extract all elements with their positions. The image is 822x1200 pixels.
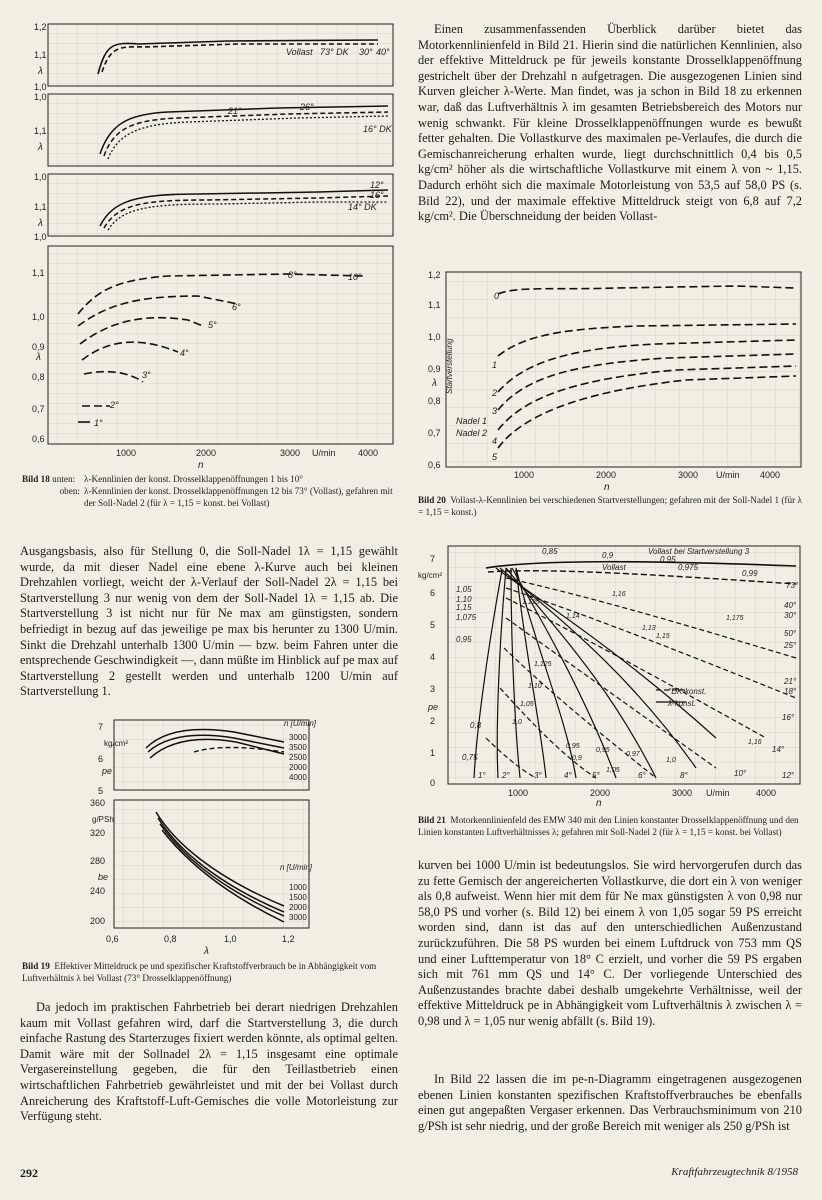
svg-text:n [U/min]: n [U/min]: [280, 863, 313, 872]
paragraph-col1-bottom: Da jedoch im praktischen Fahrbetrieb bei derart niedrigen Drehzahlen kaum mit Vollast gefahren wird, darf die Startverstellung 3, die durch einfache Rastung des Starterzuges fixiert werden könnte, als optimal gelten. Damit wäre mit der Sollnadel 2λ = 1,15 insgesamt eine optimale Vergasereinstellung gegeben, die für den Teillastbetrieb einen wirtschaftlichen Fahrbetrieb gewährleistet und mit der bei Vollast durch Anreicherung des Kraftstoff-Luft-Gemisches die volle Motorleistung zur Verfügung steht.: [20, 1000, 398, 1124]
svg-text:4000: 4000: [358, 448, 379, 458]
paragraph-col2-bottom-1: kurven bei 1000 U/min ist bedeutungslos. Sie wird hervorgerufen durch das zu fette Gemisch der angereicherten Vollastkurve, die dort ein λ von weniger als 0,8 aufweist. Wenn hier mit dem für Ne max günstigsten λ von 0,98 nur 58,0 PS und vorher (s. Bild 12) bei einem λ von 1,05 sogar 59 PS erreicht worden sind, dann ist das auf den unterschiedlichen Außenzustand zurückzuführen. Die 58 PS wurden bei einem Luftdruck von 753 mm QS und einer Lufttemperatur von 18° C erzielt, und vorher die 59 PS ergaben sich mit 761 mm QS und 14° C. Der vorliegende Unterschied des Außenzustandes brachte dabei deshalb umgekehrte Verhältnisse, weil der effektive Mitteldruck pe in Abhängigkeit vom Luftverhältnis λ zwischen λ = 0,98 und λ = 1,05 nur wenig abfällt (s. Bild 19).: [418, 858, 802, 1028]
svg-text:3: 3: [430, 684, 436, 694]
svg-text:0,7: 0,7: [32, 404, 45, 414]
svg-text:Vollast bei Startverstellung 3: Vollast bei Startverstellung 3: [648, 547, 750, 556]
svg-text:be: be: [98, 872, 109, 882]
svg-text:1,1: 1,1: [34, 202, 47, 212]
paragraph-col2-bottom-2: In Bild 22 lassen die im pe-n-Diagramm eingetragenen ausgezogenen ebenen Linien konstanten spezifischen Kraftstoffverbrauches be ebenfalls einen gut angepaßten Vergaser erkennen. Das Verbrauchsminimum von 210 g/PSh ist sehr niedrig, und der große Bereich mit weniger als 250 g/PSh ist: [418, 1072, 802, 1133]
svg-text:kg/cm²: kg/cm²: [418, 571, 442, 580]
svg-text:7: 7: [430, 554, 436, 564]
svg-text:3000: 3000: [678, 470, 699, 480]
svg-text:2000: 2000: [596, 470, 617, 480]
svg-text:1,10: 1,10: [528, 683, 542, 690]
svg-text:0,8: 0,8: [32, 372, 45, 382]
svg-text:4°: 4°: [180, 348, 189, 358]
svg-text:2000: 2000: [289, 763, 307, 772]
svg-text:0,99: 0,99: [742, 569, 758, 578]
svg-text:1,16: 1,16: [612, 591, 626, 598]
paragraph-col1-mid: Ausgangsbasis, also für Stellung 0, die Soll-Nadel 1λ = 1,15 gewählt wurde, da mit dieser Nadel eine ebene λ-Kurve auch bei kleinen Drehzahlen vorliegt, weicht der λ-Verlauf der Soll-Nadel 2λ = 1,15 bei Startverstellung 3 nur wenig von dem der Soll-Nadel 1λ = 1,15 ab. Die Startverstellung 3 ist nicht nur für Ne max am günstigsten, sondern befriedigt in bezug auf das jeweilige pe max bis herunter zu 1300 U/min. Sinkt die Drehzahl unterhalb 1300 U/min — bzw. beim Fahren unter die entsprechende Geschwindigkeit —, dann müßte im Hinblick auf pe max auf Startverstellung 2 gestellt werden und unterhalb 1200 U/min auf Startverstellung 1.: [20, 544, 398, 699]
svg-text:1000: 1000: [289, 883, 307, 892]
svg-text:λ-konst.: λ-konst.: [668, 699, 696, 708]
svg-text:1,0: 1,0: [34, 82, 47, 92]
svg-text:λ: λ: [36, 352, 41, 363]
svg-text:3000: 3000: [289, 733, 307, 742]
svg-text:1,2: 1,2: [428, 270, 441, 280]
journal-footer: Kraftfahrzeugtechnik 8/1958: [671, 1166, 798, 1178]
svg-text:4000: 4000: [756, 788, 777, 798]
svg-text:0,85: 0,85: [542, 547, 558, 556]
svg-text:25°: 25°: [784, 641, 797, 650]
svg-text:pe: pe: [428, 702, 439, 712]
svg-text:5: 5: [430, 620, 436, 630]
svg-text:1,05: 1,05: [456, 585, 472, 594]
svg-text:0,8: 0,8: [428, 396, 441, 406]
svg-text:1,10: 1,10: [456, 595, 472, 604]
svg-text:12°: 12°: [782, 771, 795, 780]
svg-text:1,15: 1,15: [456, 603, 472, 612]
svg-text:Startverstellung: Startverstellung: [445, 338, 454, 394]
paragraph-col2-top: Einen zusammenfassenden Überblick darüber bietet das Motorkennlinienfeld in Bild 21. Hierin sind die natürlichen Kennlinien, also der effektive Mitteldruck pe für jeweils konstante Drosselklappenöffnung gestrichelt über der Drehzahl n aufgetragen. Die ausgezogenen Linien sind Kurven gleicher λ-Werte. Man findet, was ja schon in Bild 18 zu erkennen war, daß das Luftverhältnis λ im gesamten Betriebsbereich des Motors nur wenig schwankt. Für kleine Drosselklappenöffnungen wurde es bewußt fetter gehalten. Die Vollastkurve des maximalen pe-Verlaufes, die durch die Gemischanreicherung erhalten wurde, liegt durchschnittlich 0,4 bis 0,5 kg/cm² höher als die wirtschaftliche Vollastkurve mit einem λ von ~ 1,15. Dadurch erhöht sich die maximale Motorleistung von 53,5 auf 58,0 PS (s. Bild 22), und der maximale effektive Mitteldruck steigt von 6,8 auf 7,2 kg/cm². Die Überschneidung der beiden Vollast-: [418, 22, 802, 224]
svg-text:4000: 4000: [289, 773, 307, 782]
svg-text:1,0: 1,0: [34, 232, 47, 242]
svg-text:2: 2: [492, 388, 498, 398]
svg-text:3500: 3500: [289, 743, 307, 752]
svg-text:Vollast: Vollast: [602, 563, 626, 572]
svg-text:n: n: [596, 798, 602, 808]
svg-text:1,0: 1,0: [34, 92, 47, 102]
svg-text:40°: 40°: [784, 601, 797, 610]
svg-text:1,0: 1,0: [666, 757, 676, 764]
svg-text:30°: 30°: [359, 47, 373, 57]
svg-text:3°: 3°: [534, 771, 542, 780]
svg-text:1: 1: [430, 748, 436, 758]
svg-text:200: 200: [90, 916, 106, 926]
svg-text:0,9: 0,9: [572, 755, 582, 762]
svg-text:21°: 21°: [784, 677, 797, 686]
svg-text:0,97: 0,97: [626, 751, 640, 758]
fig18-panel-4: [32, 246, 393, 471]
fig19-caption: Bild 19 Effektiver Mitteldruck pe und spezifischer Kraftstoffverbrauch be in Abhängigkeit vom Luftverhältnis λ bei Vollast (73° Drosselklappenöffnung): [22, 961, 377, 983]
figure-19: [84, 712, 344, 957]
svg-text:kg/cm²: kg/cm²: [104, 739, 128, 748]
svg-text:3000: 3000: [289, 913, 307, 922]
svg-text:26°: 26°: [300, 102, 314, 112]
svg-text:1000: 1000: [508, 788, 529, 798]
svg-text:8°: 8°: [288, 270, 297, 280]
svg-text:2500: 2500: [289, 753, 307, 762]
svg-text:0,9: 0,9: [602, 551, 614, 560]
svg-text:1,1: 1,1: [32, 268, 45, 278]
svg-text:6°: 6°: [232, 302, 241, 312]
svg-text:1,0: 1,0: [32, 312, 45, 322]
svg-text:1,1: 1,1: [34, 126, 47, 136]
svg-text:14° DK: 14° DK: [348, 202, 377, 212]
fig18-panel-2: [34, 92, 393, 166]
svg-text:0,75: 0,75: [462, 753, 478, 762]
svg-text:10°: 10°: [348, 272, 362, 282]
svg-text:73° DK: 73° DK: [320, 47, 349, 57]
svg-text:0: 0: [430, 778, 436, 788]
svg-text:Nadel 2: Nadel 2: [456, 428, 488, 438]
svg-text:50°: 50°: [784, 629, 797, 638]
svg-text:1,075: 1,075: [456, 613, 477, 622]
svg-text:5: 5: [98, 786, 104, 796]
svg-text:0,6: 0,6: [428, 460, 441, 470]
fig20-caption: Bild 20 Vollast-λ-Kennlinien bei verschiedenen Startverstellungen; gefahren mit der Soll-Nadel 1 (für λ = 1,15 = konst.): [418, 495, 802, 517]
svg-text:1,2: 1,2: [282, 934, 295, 944]
svg-text:λ: λ: [204, 946, 209, 957]
svg-text:0,8: 0,8: [470, 721, 482, 730]
svg-text:g/PSh: g/PSh: [92, 815, 114, 824]
svg-text:1,0: 1,0: [428, 332, 441, 342]
svg-text:320: 320: [90, 828, 106, 838]
svg-text:3000: 3000: [280, 448, 301, 458]
fig21-caption: Bild 21 Motorkennlinienfeld des EMW 340 mit den Linien konstanter Drosselklappenöffnung und den Linien konstanten Luftverhältnisses λ; gefahren mit Soll-Nadel 2 (für λ = 1,15 = konst. bei Vollast): [418, 815, 799, 837]
svg-text:21°: 21°: [228, 106, 242, 116]
svg-text:λ: λ: [432, 378, 437, 389]
svg-text:U/min: U/min: [706, 788, 730, 798]
svg-text:1,125: 1,125: [534, 661, 552, 668]
svg-text:1,125: 1,125: [522, 599, 540, 606]
svg-text:1500: 1500: [289, 893, 307, 902]
svg-text:1,1: 1,1: [34, 50, 47, 60]
svg-text:°DK-konst.: °DK-konst.: [668, 687, 707, 696]
svg-text:0,95: 0,95: [660, 555, 676, 564]
svg-text:1,05: 1,05: [606, 767, 620, 774]
svg-text:1,14: 1,14: [566, 613, 580, 620]
svg-text:1,05: 1,05: [520, 701, 534, 708]
svg-text:10°: 10°: [734, 769, 747, 778]
svg-text:U/min: U/min: [716, 470, 740, 480]
svg-text:3: 3: [492, 406, 498, 416]
svg-text:1,0: 1,0: [224, 934, 237, 944]
svg-text:0: 0: [494, 291, 500, 301]
svg-text:3°: 3°: [142, 370, 151, 380]
figure-20: [416, 264, 806, 492]
svg-text:λ: λ: [38, 218, 43, 229]
svg-text:2000: 2000: [289, 903, 307, 912]
svg-text:1,13: 1,13: [642, 625, 656, 632]
svg-text:0,6: 0,6: [32, 434, 45, 444]
svg-text:4°: 4°: [564, 771, 572, 780]
svg-text:0,975: 0,975: [678, 563, 699, 572]
svg-text:1000: 1000: [514, 470, 535, 480]
svg-text:2000: 2000: [590, 788, 611, 798]
svg-text:5°: 5°: [208, 320, 217, 330]
svg-text:4: 4: [492, 436, 498, 446]
svg-text:0,8: 0,8: [164, 934, 177, 944]
svg-text:14°: 14°: [772, 745, 785, 754]
svg-text:pe: pe: [102, 766, 113, 776]
svg-text:1°: 1°: [94, 418, 103, 428]
svg-text:0,7: 0,7: [428, 428, 441, 438]
svg-text:8°: 8°: [680, 771, 688, 780]
svg-text:280: 280: [90, 856, 106, 866]
svg-text:Nadel 1: Nadel 1: [456, 416, 488, 426]
svg-text:360: 360: [90, 798, 106, 808]
svg-text:Vollast: Vollast: [286, 47, 313, 57]
svg-text:30°: 30°: [784, 611, 797, 620]
svg-text:6: 6: [98, 754, 104, 764]
svg-text:240: 240: [90, 886, 106, 896]
svg-text:0,95: 0,95: [596, 747, 610, 754]
fig18-panel-3: [34, 172, 393, 242]
svg-text:7: 7: [98, 722, 104, 732]
svg-text:6°: 6°: [638, 771, 646, 780]
svg-text:λ: λ: [38, 66, 43, 77]
svg-text:16° DK: 16° DK: [363, 124, 392, 134]
svg-text:0,6: 0,6: [106, 934, 119, 944]
svg-text:16°: 16°: [370, 190, 384, 200]
svg-text:5: 5: [492, 452, 498, 462]
svg-text:1: 1: [492, 360, 498, 370]
svg-text:0,9: 0,9: [32, 342, 45, 352]
svg-text:n [U/min]: n [U/min]: [284, 719, 317, 728]
svg-text:U/min: U/min: [312, 448, 336, 458]
svg-text:n: n: [604, 482, 610, 492]
svg-text:40°: 40°: [376, 47, 390, 57]
svg-text:4: 4: [430, 652, 436, 662]
svg-text:1000: 1000: [116, 448, 137, 458]
svg-text:1,16: 1,16: [748, 739, 762, 746]
svg-text:2°: 2°: [502, 771, 510, 780]
svg-text:0,95: 0,95: [456, 635, 472, 644]
figure-18: [18, 14, 398, 472]
svg-text:n: n: [198, 460, 204, 471]
svg-text:1,0: 1,0: [34, 172, 47, 182]
svg-text:73°: 73°: [786, 581, 799, 590]
svg-text:2: 2: [430, 716, 436, 726]
svg-text:6: 6: [430, 588, 436, 598]
svg-text:1,2: 1,2: [34, 22, 47, 32]
svg-text:16°: 16°: [782, 713, 795, 722]
page-number: 292: [20, 1166, 38, 1180]
fig18-caption: Bild 18 unten: λ-Kennlinien der konst. Drosselklappenöffnungen 1 bis 10° oben: λ-Kennlinien der konst. Drosselklappenöffnungen 12 bis 73° (Vollast), gefahren mit der Soll-Nadel 2 (für λ = 1,15 = konst. bei Vollast): [22, 474, 393, 508]
svg-text:1,0: 1,0: [512, 719, 522, 726]
svg-text:5°: 5°: [592, 771, 600, 780]
svg-text:0,9: 0,9: [428, 364, 441, 374]
svg-text:1,175: 1,175: [726, 615, 744, 622]
svg-text:18°: 18°: [784, 687, 797, 696]
svg-text:12°: 12°: [370, 180, 384, 190]
svg-text:λ: λ: [38, 142, 43, 153]
svg-text:1,1: 1,1: [428, 300, 441, 310]
svg-text:2°: 2°: [110, 400, 119, 410]
svg-text:1°: 1°: [478, 771, 486, 780]
svg-text:2000: 2000: [196, 448, 217, 458]
fig18-panel-1: [34, 22, 393, 92]
figure-21: [416, 538, 806, 808]
svg-text:0,95: 0,95: [566, 743, 580, 750]
svg-text:1,15: 1,15: [656, 633, 670, 640]
svg-text:4000: 4000: [760, 470, 781, 480]
svg-text:3000: 3000: [672, 788, 693, 798]
